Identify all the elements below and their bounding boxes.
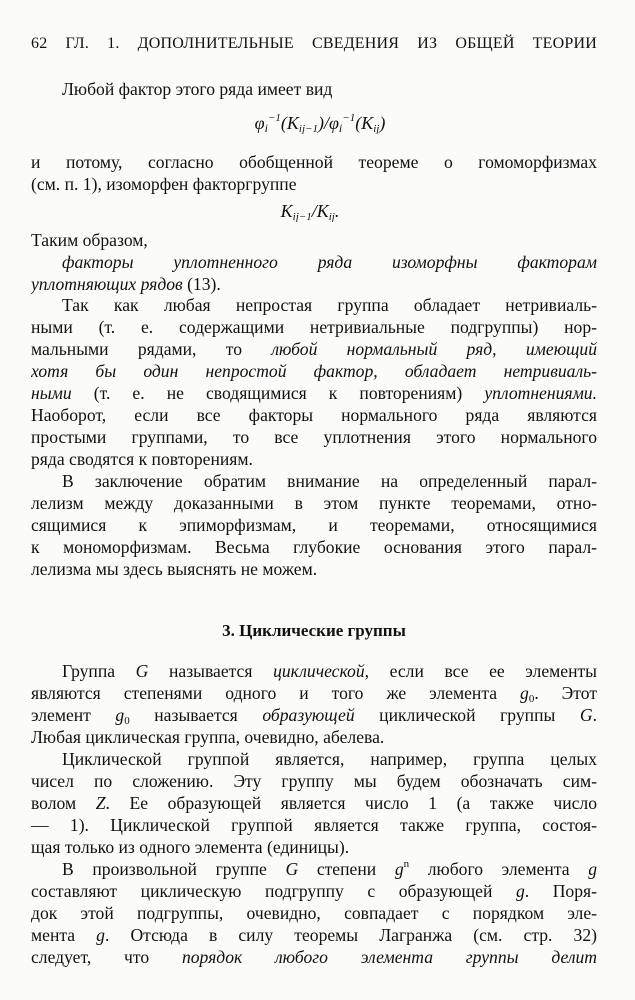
para1-line-7: простыми группами, то все уплотнения этого нормального — [31, 427, 597, 447]
para5-line-2: составляют циклическую подгруппу с образующей g. Поря- — [31, 881, 597, 901]
para1-line-6: Наоборот, если все факторы нормального ряда являются — [31, 405, 597, 425]
para4-line-3: волом Z. Ее образующей является число 1 (а также число — [31, 793, 597, 813]
para1-line-4: хотя бы один непростой фактор, обладает нетривиаль- — [31, 361, 597, 381]
para2-line-5: лелизма мы здесь выяснять не можем. — [31, 559, 318, 579]
theorem-line-1: факторы уплотненного ряда изоморфны факторам — [62, 252, 597, 272]
para5-line-1: В произвольной группе G степени $g^n$ любого элемента g — [62, 858, 597, 879]
para2-line-3: сящимися к эпиморфизмам, и теоремами, относящимися — [31, 515, 597, 535]
para4-line-4: — 1). Циклической группой является также группа, состоя- — [31, 815, 597, 835]
para4-line-2: чисел по сложению. Эту группу мы будем обозначать сим- — [31, 771, 597, 791]
theorem-line-2: уплотняющих рядов (13). — [31, 274, 221, 294]
intro-line-1: Любой фактор этого ряда имеет вид — [62, 79, 333, 99]
para2-line-1: В заключение обратим внимание на определенный парал- — [62, 471, 597, 491]
formula-factorgroup: $K_{ij-1}/K_{ij}$. — [280, 201, 340, 222]
section-heading: 3. Циклические группы — [222, 621, 406, 640]
para5-line-5: следует, что порядок любого элемента группы делит — [31, 947, 597, 967]
para3-line-4: Любая циклическая группа, очевидно, абелева. — [31, 727, 385, 747]
para1-line-2: ными (т. е. содержащими нетривиальные подгруппы) нор- — [31, 317, 597, 337]
para1-line-1: Так как любая непростая группа обладает нетривиаль- — [62, 295, 597, 315]
running-header — [31, 33, 597, 55]
para3-line-1: Группа G называется циклической, если все ее элементы — [62, 661, 597, 681]
para1-line-5: ными (т. е. не сводящимися к повторениям) уплотнениями. — [31, 383, 597, 403]
para4-line-1: Циклической группой является, например, группа целых — [62, 749, 597, 769]
intro-line-4: Таким образом, — [31, 230, 148, 250]
intro-line-2: и потому, согласно обобщенной теореме о гомоморфизмах — [31, 152, 597, 172]
intro-line-3: (см. п. 1), изоморфен факторгруппе — [31, 174, 297, 194]
para3-line-3: элемент $g_0$ называется образующей циклической группы G. — [31, 705, 597, 726]
para1-line-3: мальными рядами, то любой нормальный ряд, имеющий — [31, 339, 597, 359]
para4-line-5: щая только из одного элемента (единицы). — [31, 837, 350, 857]
page-number: 62 — [31, 35, 48, 52]
para3-line-2: являются степенями одного и того же элемента $g_0$. Этот — [31, 683, 597, 704]
formula-factor: $\varphi_i^{-1}(K_{ij-1})/\varphi_i^{-1}(K_{ij})$ — [254, 112, 386, 134]
running-title: ГЛ. 1. ДОПОЛНИТЕЛЬНЫЕ СВЕДЕНИЯ ИЗ ОБЩЕЙ ТЕОРИИ — [65, 35, 597, 52]
para5-line-4: мента g. Отсюда в силу теоремы Лагранжа (см. стр. 32) — [31, 925, 597, 945]
para1-line-8: ряда сводятся к повторениям. — [31, 449, 253, 469]
para2-line-2: лелизм между доказанными в этом пункте теоремами, отно- — [31, 493, 597, 513]
para5-line-3: док этой подгруппы, очевидно, совпадает с порядком эле- — [31, 903, 597, 923]
para2-line-4: к мономорфизмам. Весьма глубокие основания этого парал- — [31, 537, 597, 557]
